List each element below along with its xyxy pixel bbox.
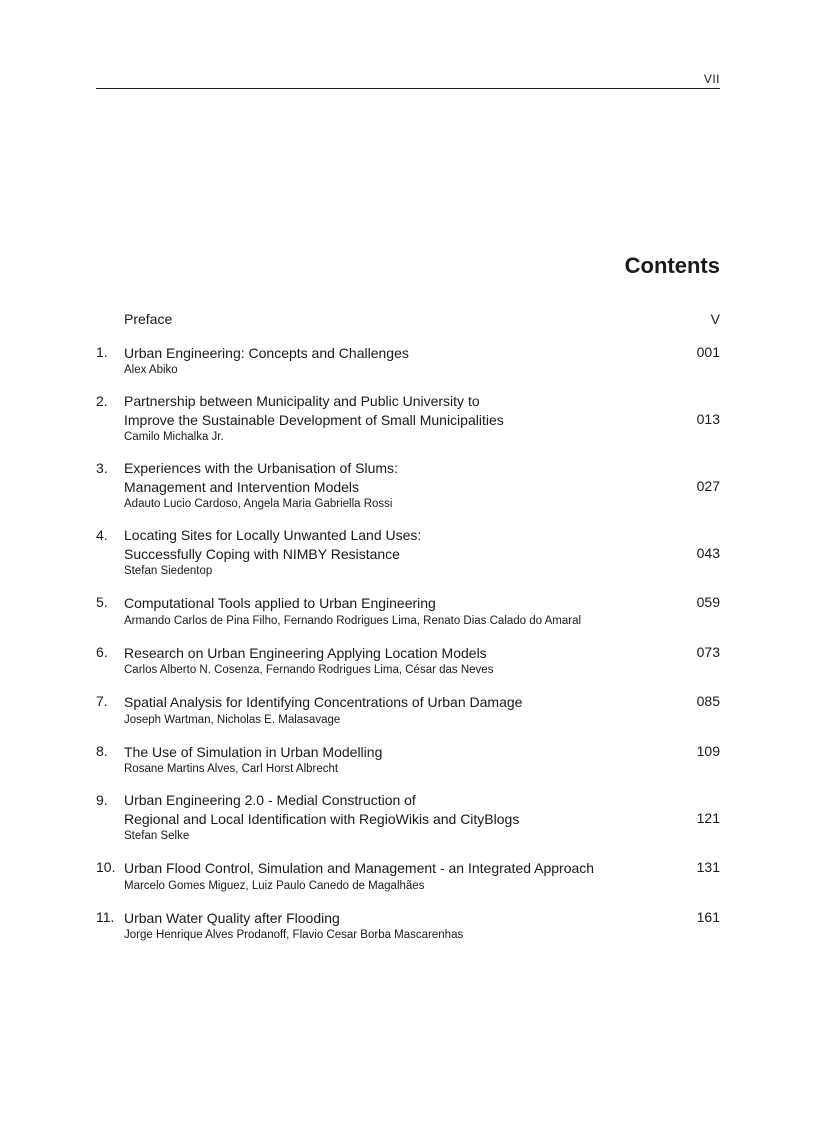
toc-entry-title-line: Improve the Sustainable Development of Small Municipalities: [124, 411, 504, 428]
toc-entry[interactable]: [96, 791, 720, 844]
toc-entry[interactable]: [96, 908, 720, 944]
toc-entry-authors: Rosane Martins Alves, Carl Horst Albrecht: [124, 763, 339, 775]
toc-entry-body: [124, 526, 690, 579]
toc-entry-body: [124, 693, 690, 728]
toc-entry-page: 121: [696, 809, 720, 826]
toc-entry[interactable]: [96, 742, 720, 778]
toc-entry-authors: Armando Carlos de Pina Filho, Fernando Rodrigues Lima, Renato Dias Calado do Amaral: [124, 614, 582, 627]
toc-entry-title-line: Experiences with the Urbanisation of Slums:: [124, 460, 398, 476]
toc-entry-number: 10.: [96, 859, 116, 875]
header-rule: [96, 88, 720, 89]
toc-entry-body: [124, 344, 690, 379]
toc-entry-authors: Adauto Lucio Cardoso, Angela Maria Gabriella Rossi: [124, 498, 393, 510]
toc-entry-title-line: Locating Sites for Locally Unwanted Land Uses:: [124, 527, 422, 543]
toc-entry[interactable]: [96, 392, 720, 445]
toc-entry-body: [124, 791, 690, 844]
toc-entry-body: [124, 459, 690, 512]
toc-entry-title-line: The Use of Simulation in Urban Modelling: [124, 743, 383, 760]
toc-entry-body: [124, 392, 690, 445]
toc-entry-number: 7.: [96, 693, 108, 709]
toc-entry-title-line: Urban Engineering 2.0 - Medial Construction of: [124, 792, 416, 808]
table-of-contents: [96, 310, 720, 957]
toc-entry-page: 013: [696, 410, 720, 427]
toc-entry-number: 11.: [96, 908, 115, 925]
toc-entry-authors: Stefan Selke: [124, 830, 190, 842]
toc-entry-authors: Alex Abiko: [124, 364, 178, 376]
toc-entry-page: 073: [696, 643, 720, 660]
toc-entry[interactable]: [96, 858, 720, 894]
toc-entry-number: 5.: [96, 594, 108, 610]
toc-entry-body: [124, 644, 690, 679]
toc-entry-number: 2.: [96, 393, 108, 409]
toc-entry-page: 161: [696, 908, 720, 925]
toc-entries: [96, 343, 720, 944]
toc-entry-number: 3.: [96, 460, 108, 476]
toc-entry-authors: Joseph Wartman, Nicholas E. Malasavage: [124, 713, 341, 726]
toc-entry-title-line: Research on Urban Engineering Applying Location Models: [124, 644, 487, 661]
toc-entry-number: 8.: [96, 742, 108, 759]
toc-entry[interactable]: [96, 692, 720, 728]
toc-entry-title-line: Computational Tools applied to Urban Engineering: [124, 595, 436, 611]
toc-entry-authors: Stefan Siedentop: [124, 565, 213, 577]
toc-entry-page: 027: [696, 477, 720, 494]
toc-entry-title-line: Partnership between Municipality and Public University to: [124, 393, 480, 409]
toc-entry-body: [124, 310, 690, 329]
toc-entry-number: 9.: [96, 792, 108, 808]
toc-entry-page: 043: [696, 544, 720, 561]
toc-entry-page: 109: [696, 742, 720, 759]
toc-entry-number: 1.: [96, 343, 108, 360]
toc-entry-body: [124, 859, 690, 894]
toc-entry-authors: Camilo Michalka Jr.: [124, 431, 224, 443]
toc-entry[interactable]: [96, 526, 720, 579]
toc-entry-authors: Jorge Henrique Alves Prodanoff, Flavio Cesar Borba Mascarenhas: [124, 929, 464, 941]
toc-entry[interactable]: [96, 643, 720, 679]
toc-entry-title-line: Management and Intervention Models: [124, 478, 360, 495]
toc-entry-authors: Marcelo Gomes Miguez, Luiz Paulo Canedo de Magalhães: [124, 879, 425, 892]
toc-entry-page: V: [710, 311, 720, 327]
toc-entry-title-line: Urban Water Quality after Flooding: [124, 909, 340, 926]
toc-entry-authors: Carlos Alberto N. Cosenza, Fernando Rodrigues Lima, César das Neves: [124, 664, 494, 676]
toc-entry-preface[interactable]: [96, 310, 720, 329]
page-title: Contents: [624, 253, 720, 278]
toc-entry-body: [124, 594, 690, 629]
toc-entry-title-line: Regional and Local Identification with RegioWikis and CityBlogs: [124, 810, 520, 827]
toc-entry-title-line: Spatial Analysis for Identifying Concentrations of Urban Damage: [124, 694, 523, 710]
toc-entry-title-line: Urban Engineering: Concepts and Challenges: [124, 344, 409, 361]
toc-entry-number: 6.: [96, 643, 108, 660]
toc-entry-page: 059: [696, 594, 720, 610]
toc-entry-title-line: Urban Flood Control, Simulation and Management - an Integrated Approach: [124, 860, 595, 876]
page-number: VII: [703, 72, 720, 86]
toc-entry-page: 001: [696, 343, 720, 360]
toc-entry-number: 4.: [96, 527, 108, 543]
toc-entry[interactable]: [96, 459, 720, 512]
toc-entry-body: [124, 743, 690, 778]
toc-entry-title-line: Successfully Coping with NIMBY Resistance: [124, 545, 400, 562]
toc-entry[interactable]: [96, 593, 720, 629]
toc-entry[interactable]: [96, 343, 720, 379]
toc-entry-body: [124, 909, 690, 944]
toc-entry-page: 085: [696, 693, 720, 709]
toc-entry-title: Preface: [124, 311, 173, 327]
toc-entry-page: 131: [696, 859, 720, 875]
